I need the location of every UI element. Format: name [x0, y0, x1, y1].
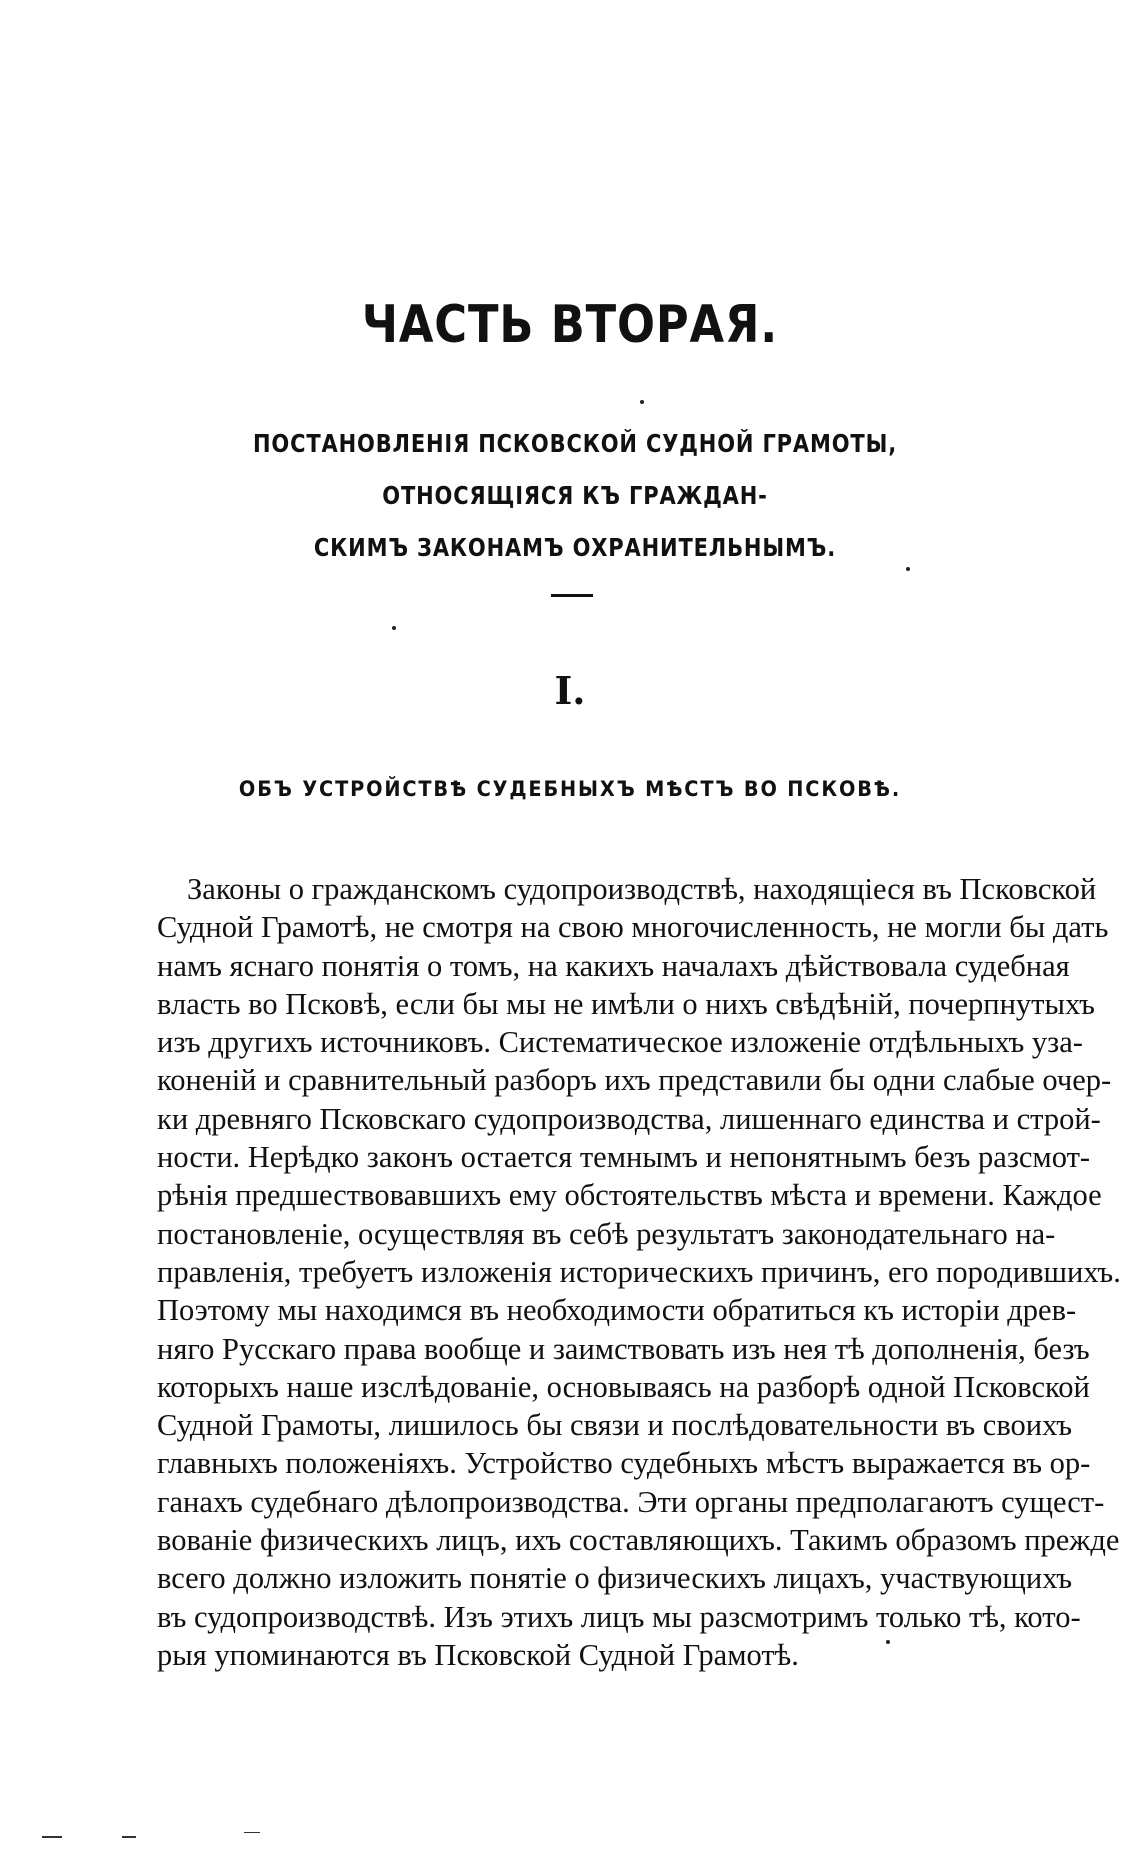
- footer-mark: [122, 1836, 136, 1838]
- chapter-title: ОБЪ УСТРОЙСТВѢ СУДЕБНЫХЪ МѢСТЪ ВО ПСКОВѢ.: [238, 777, 902, 801]
- body-line: которыхъ наше изслѣдованіе, основываясь на разборѣ одной Псковской: [157, 1369, 1090, 1404]
- body-line: постановленіе, осуществляя въ себѣ результатъ законодательнаго на-: [157, 1216, 1056, 1251]
- body-line: вованіе физическихъ лицъ, ихъ составляющихъ. Такимъ образомъ прежде: [157, 1523, 1120, 1558]
- section-divider: [551, 594, 593, 597]
- body-line: намъ яснаго понятія о томъ, на какихъ началахъ дѣйствовала судебная: [157, 948, 1070, 983]
- part-title: ЧАСТЬ ВТОРАЯ.: [361, 295, 779, 355]
- body-line: Судной Грамотѣ, не смотря на свою многочисленность, не могли бы дать: [157, 910, 1109, 945]
- body-line: Поэтому мы находимся въ необходимости обратиться къ исторіи древ-: [157, 1293, 1077, 1328]
- body-line: всего должно изложить понятіе о физическихъ лицахъ, участвующихъ: [157, 1561, 1073, 1596]
- part-subtitle: [218, 418, 932, 574]
- body-line: власть во Псковѣ, если бы мы не имѣли о нихъ свѣдѣній, почерпнутыхъ: [157, 986, 1095, 1021]
- chapter-number: I.: [554, 668, 586, 713]
- body-line: ганахъ судебнаго дѣлопроизводства. Эти органы предполагаютъ сущест-: [157, 1484, 1105, 1519]
- print-speck: [392, 626, 396, 630]
- body-line: Законы о гражданскомъ судопроизводствѣ, находящіеся въ Псковской: [187, 872, 1097, 906]
- body-line: коненій и сравнительный разборъ ихъ представили бы одни слабые очер-: [157, 1063, 1112, 1098]
- part-subtitle-line-1: ПОСТАНОВЛЕНІЯ ПСКОВСКОЙ СУДНОЙ ГРАМОТЫ, ОТНОСЯЩІЯСЯ КЪ ГРАЖДАН-: [252, 429, 898, 510]
- body-line: въ судопроизводствѣ. Изъ этихъ лицъ мы разсмотримъ только тѣ, кото-: [157, 1599, 1081, 1634]
- body-line: Судной Грамоты, лишилось бы связи и послѣдовательности въ своихъ: [157, 1408, 1072, 1443]
- part-subtitle-line-2: СКИМЪ ЗАКОНАМЪ ОХРАНИТЕЛЬНЫМЪ.: [313, 533, 837, 562]
- body-line: рыя упоминаются въ Псковской Судной Грамотѣ.: [157, 1637, 799, 1672]
- body-paragraph: [157, 870, 1121, 1674]
- footer-mark: [42, 1836, 62, 1838]
- body-line: ности. Нерѣдко законъ остается темнымъ и непонятнымъ безъ разсмот-: [157, 1140, 1091, 1175]
- body-line: ки древняго Псковскаго судопроизводства, лишеннаго единства и строй-: [157, 1101, 1101, 1136]
- footer-mark: [244, 1832, 260, 1833]
- body-line: главныхъ положеніяхъ. Устройство судебныхъ мѣстъ выражается въ ор-: [157, 1446, 1091, 1481]
- print-speck: [906, 567, 910, 571]
- print-speck: [640, 400, 644, 404]
- body-line: рѣнія предшествовавшихъ ему обстоятельствъ мѣста и времени. Каждое: [157, 1178, 1102, 1213]
- body-line: изъ другихъ источниковъ. Систематическое изложеніе отдѣльныхъ уза-: [157, 1025, 1083, 1060]
- body-line: няго Русскаго права вообще и заимствовать изъ нея тѣ дополненія, безъ: [157, 1331, 1090, 1366]
- body-line: правленія, требуетъ изложенія историческихъ причинъ, его породившихъ.: [157, 1254, 1121, 1289]
